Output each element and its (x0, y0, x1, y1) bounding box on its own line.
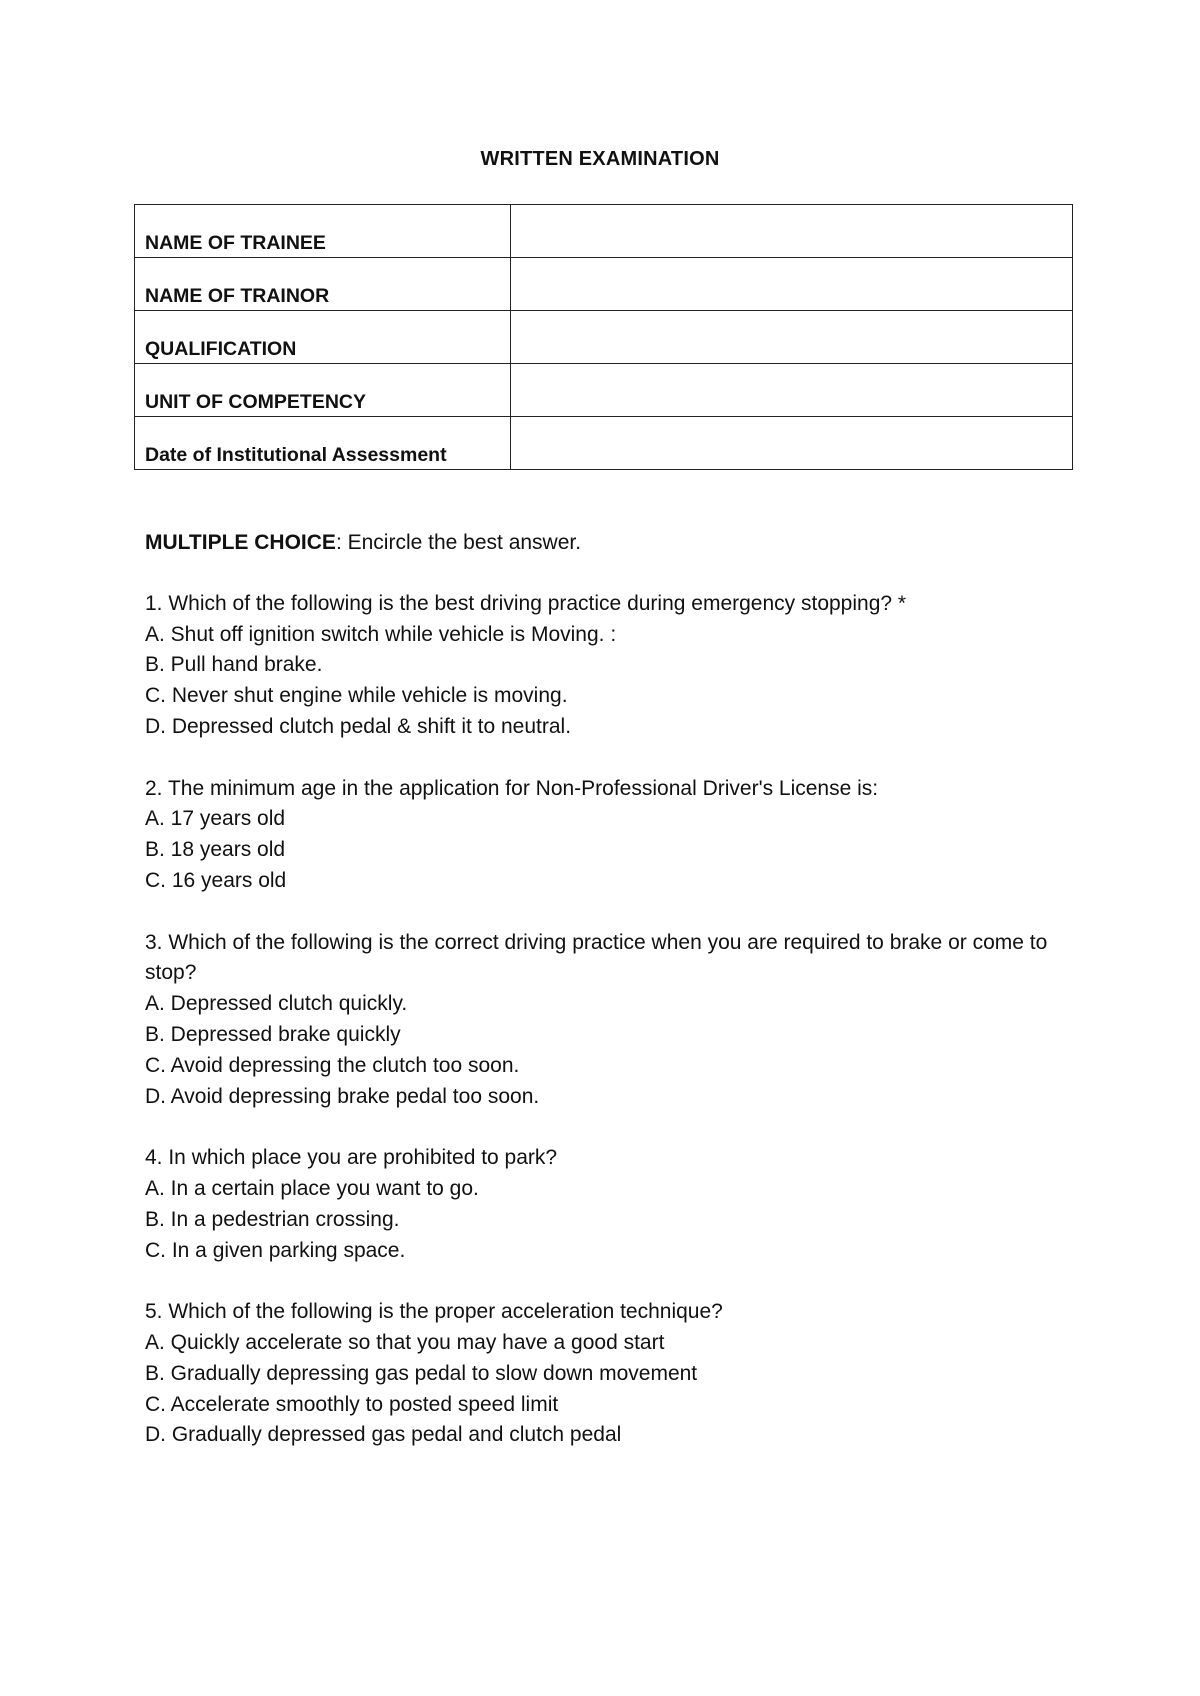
info-row-unit-of-competency (135, 364, 1073, 417)
answer-option[interactable]: D. Avoid depressing brake pedal too soon. (145, 1084, 540, 1108)
trainee-info-table (134, 204, 1073, 470)
answer-option[interactable]: D. Depressed clutch pedal & shift it to neutral. (145, 714, 572, 738)
info-value-trainee[interactable] (511, 205, 1073, 258)
answer-option[interactable]: B. Gradually depressing gas pedal to slow down movement (145, 1361, 698, 1385)
instructions-text: : Encircle the best answer. (335, 531, 582, 554)
question-1 (145, 589, 1075, 743)
info-label-qualification: QUALIFICATION (135, 311, 511, 364)
answer-option[interactable]: B. In a pedestrian crossing. (145, 1207, 400, 1231)
answer-option[interactable]: C. 16 years old (145, 868, 287, 892)
answer-option[interactable]: D. Gradually depressed gas pedal and clutch pedal (145, 1423, 622, 1447)
answer-option[interactable]: A. 17 years old (145, 807, 286, 831)
answer-option[interactable]: A. Quickly accelerate so that you may have a good start (145, 1330, 665, 1354)
answer-option[interactable]: C. In a given parking space. (145, 1238, 406, 1262)
question-text: 2. The minimum age in the application for Non-Professional Driver's License is: (145, 776, 879, 800)
question-text: 4. In which place you are prohibited to park? (145, 1146, 558, 1170)
question-text: 1. Which of the following is the best driving practice during emergency stopping? * (145, 591, 907, 615)
answer-option[interactable]: A. Shut off ignition switch while vehicle is Moving. : (145, 622, 617, 646)
info-row-trainee (135, 205, 1073, 258)
question-3 (145, 928, 1075, 1113)
question-2 (145, 774, 1075, 897)
answer-option[interactable]: A. In a certain place you want to go. (145, 1176, 479, 1200)
info-label-unit-of-competency: UNIT OF COMPETENCY (135, 364, 511, 417)
info-label-trainor: NAME OF TRAINOR (135, 258, 511, 311)
questions-section (145, 528, 1075, 1482)
info-label-assessment-date: Date of Institutional Assessment (135, 417, 511, 470)
answer-option[interactable]: C. Never shut engine while vehicle is moving. (145, 684, 568, 708)
answer-option[interactable]: B. 18 years old (145, 838, 286, 862)
info-row-trainor (135, 258, 1073, 311)
info-row-qualification (135, 311, 1073, 364)
info-value-assessment-date[interactable] (511, 417, 1073, 470)
question-text: 3. Which of the following is the correct driving practice when you are required to brake or come to stop? (145, 930, 1048, 985)
answer-option[interactable]: C. Avoid depressing the clutch too soon. (145, 1053, 520, 1077)
answer-option[interactable]: B. Pull hand brake. (145, 653, 323, 677)
info-label-trainee: NAME OF TRAINEE (135, 205, 511, 258)
info-row-assessment-date (135, 417, 1073, 470)
answer-option[interactable]: A. Depressed clutch quickly. (145, 992, 408, 1016)
page-title: WRITTEN EXAMINATION (480, 148, 720, 170)
info-value-trainor[interactable] (511, 258, 1073, 311)
question-4 (145, 1143, 1075, 1266)
instructions (145, 528, 1075, 559)
answer-option[interactable]: C. Accelerate smoothly to posted speed limit (145, 1392, 559, 1416)
info-value-unit-of-competency[interactable] (511, 364, 1073, 417)
info-value-qualification[interactable] (511, 311, 1073, 364)
instructions-heading: MULTIPLE CHOICE (145, 531, 336, 554)
question-5 (145, 1297, 1075, 1451)
question-text: 5. Which of the following is the proper acceleration technique? (145, 1300, 723, 1324)
answer-option[interactable]: B. Depressed brake quickly (145, 1022, 401, 1046)
